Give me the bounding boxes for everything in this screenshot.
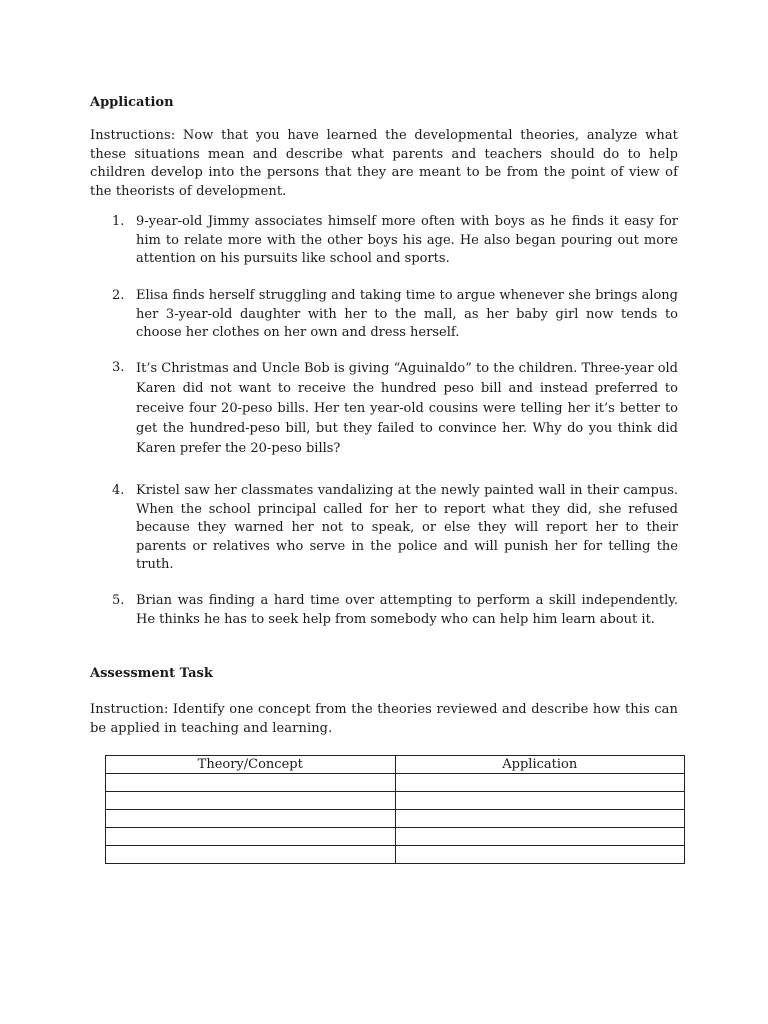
assessment-instruction: Instruction: Identify one concept from the theories reviewed and describe how this can be applied in teaching and learning. xyxy=(90,702,678,736)
assessment-table xyxy=(105,755,685,864)
table-row xyxy=(106,774,685,792)
column-header-application: Application xyxy=(395,756,685,774)
item-text: It’s Christmas and Uncle Bob is giving “Aguinaldo” to the children. Three-year old Karen did not want to receive the hundred peso bill and instead preferred to receive four 20-peso bills. Her ten year-old cousins were telling her it’s better to get the hundred-peso bill, but they failed to convince her. Why do you think did Karen prefer the 20-peso bills? xyxy=(136,361,678,456)
table-row xyxy=(106,846,685,864)
item-text: Brian was finding a hard time over attempting to perform a skill independently. He thinks he has to seek help from somebody who can help him learn about it. xyxy=(136,593,678,627)
item-number: 4. xyxy=(112,483,125,498)
table-cell xyxy=(106,828,396,846)
table-cell xyxy=(395,828,685,846)
table-cell xyxy=(395,774,685,792)
table-cell xyxy=(395,810,685,828)
table-cell xyxy=(395,792,685,810)
column-header-theory: Theory/Concept xyxy=(106,756,396,774)
table-cell xyxy=(106,846,396,864)
table-row xyxy=(106,792,685,810)
assessment-heading: Assessment Task xyxy=(90,666,213,681)
item-number: 1. xyxy=(112,214,125,229)
item-text: Elisa finds herself struggling and taking time to argue whenever she brings along her 3-year-old daughter with her to the mall, as her baby girl now tends to choose her clothes on her own and dress herself. xyxy=(136,288,678,340)
item-number: 3. xyxy=(112,360,125,375)
item-text: Kristel saw her classmates vandalizing at the newly painted wall in their campus. When the school principal called for her to report what they did, she refused because they warned her not to speak, or else they will report her to their parents or relatives who serve in the police and will punish her for telling the truth. xyxy=(136,483,678,572)
table-cell xyxy=(395,846,685,864)
table-cell xyxy=(106,792,396,810)
item-number: 2. xyxy=(112,288,125,303)
application-instructions: Instructions: Now that you have learned the developmental theories, analyze what these situations mean and describe what parents and teachers should do to help children develop into the persons that they are meant to be from the point of view of the theorists of development. xyxy=(90,128,678,199)
table-cell xyxy=(106,774,396,792)
item-number: 5. xyxy=(112,593,125,608)
table-row xyxy=(106,810,685,828)
table-header-row xyxy=(106,756,685,774)
table-row xyxy=(106,828,685,846)
application-heading: Application xyxy=(90,95,174,110)
table-cell xyxy=(106,810,396,828)
item-text: 9-year-old Jimmy associates himself more often with boys as he finds it easy for him to relate more with the other boys his age. He also began pouring out more attention on his pursuits like school and sports. xyxy=(136,214,678,266)
